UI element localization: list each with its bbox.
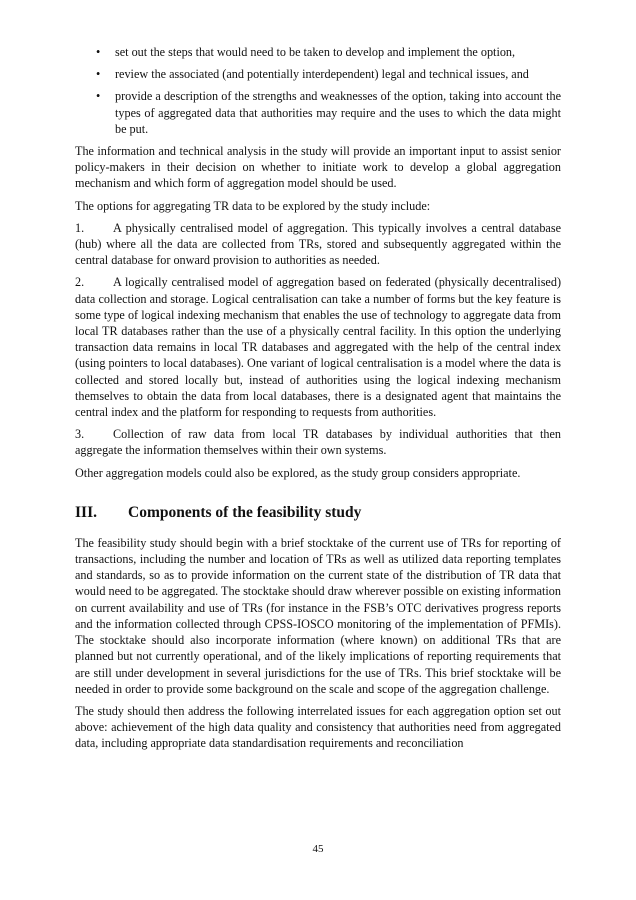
bullet-list — [75, 44, 561, 137]
list-item — [75, 44, 561, 60]
section-number: III. — [75, 503, 97, 521]
bullet-text: review the associated (and potentially interdependent) legal and technical issues, and — [115, 67, 529, 82]
section-heading — [75, 504, 561, 522]
option-item-1 — [75, 220, 561, 269]
option-number: 1. — [75, 220, 85, 235]
bullet-text: provide a description of the strengths and weaknesses of the option, taking into account the types of aggregated data that authorities may require and the uses to which the data might be put. — [115, 89, 561, 136]
bullet-text: set out the steps that would need to be taken to develop and implement the option, — [115, 45, 516, 59]
option-item-2 — [75, 274, 561, 420]
section-title: Components of the feasibility study — [128, 503, 362, 521]
option-text: A physically centralised model of aggregation. This typically involves a central database (hub) where all the data are collected from TRs, stored and subsequently aggregated within the central database for onward provision to authorities as needed. — [75, 220, 561, 268]
paragraph-information: The information and technical analysis in the study will provide an important input to assist senior policy-makers in their decision on whether to initiate work to develop a global aggregation mechanism and which form of aggregation model should be used. — [75, 144, 561, 191]
paragraph-options-intro: The options for aggregating TR data to be explored by the study include: — [75, 198, 431, 213]
document-page — [75, 44, 561, 758]
bullet-icon: • — [96, 67, 101, 82]
list-item — [75, 66, 561, 82]
page-number: 45 — [312, 843, 324, 855]
paragraph-address-issues: The study should then address the following interrelated issues for each aggregation option set out above: achievement of the high data quality and consistency that authorities need from aggregated data, including appropriate data standardisation requirements and reconciliation — [75, 703, 561, 751]
option-number: 3. — [75, 427, 85, 442]
paragraph-stocktake: The feasibility study should begin with a brief stocktake of the current use of TRs for reporting of transactions, including the number and location of TRs as well as utilized data reporting templates and standards, so as to provide information on the current state of the distribution of TR data that would need to be aggregated. The stocktake should draw wherever possible on existing information on current availability and use of TRs (for instance in the FSB’s OTC derivatives progress reports and the information collected through CPSS-IOSCO monitoring of the implementation of PFMIs). The stocktake should also incorporate information (where known) on additional TRs that are planned but not currently operational, and of the likely implications of reporting requirements that are still under development in several jurisdictions for the use of TRs. This brief stocktake will be needed in order to provide some background on the scale and scope of the aggregation challenge. — [75, 535, 561, 696]
option-item-3 — [75, 426, 561, 458]
list-item — [75, 88, 561, 137]
option-number: 2. — [75, 275, 85, 290]
option-text: Collection of raw data from local TR databases by individual authorities that then aggregate the information themselves within their own systems. — [75, 427, 561, 458]
paragraph-other-models: Other aggregation models could also be explored, as the study group considers appropriate. — [75, 465, 521, 480]
bullet-icon: • — [96, 45, 101, 59]
bullet-icon: • — [96, 89, 101, 104]
option-text: A logically centralised model of aggregation based on federated (physically decentralised) data collection and storage. Logical centralisation can take a number of forms but the key feature is some type of logical indexing mechanism that enables the use of technology to aggregate data from local TR databases rather than the use of a physically central facility. In this option the underlying transaction data remains in local TR databases and aggregated with the help of the central index (using pointers to local databases). One variant of logical centralisation is a model where the data is collected and stored locally but, instead of authorities using the logical indexing mechanism themselves to obtain the data from local databases, there is a designated agent that maintains the central index and the platform for responding to requests from authorities. — [75, 275, 561, 420]
